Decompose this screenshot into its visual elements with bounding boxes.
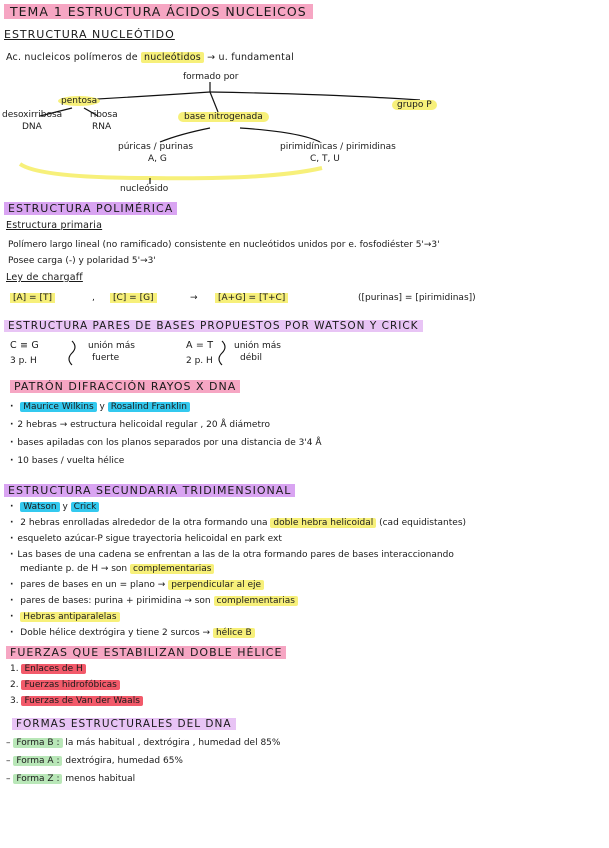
wilkins-highlight: Maurice Wilkins (20, 402, 96, 412)
estructura-primaria-sub: Estructura primaria (6, 220, 103, 231)
eq-comma: , (92, 293, 95, 303)
secundaria-b5-pre: pares de bases: purina + pirimidina → son (20, 596, 211, 606)
secundaria-bullet-4 (10, 580, 264, 590)
secundaria-bullet-7 (10, 628, 255, 638)
nucleotide-line-text-post: → u. fundamental (207, 52, 294, 63)
secundaria-bullet-5 (10, 596, 298, 606)
at-note2: débil (240, 353, 262, 363)
secundaria-b1-pre: 2 hebras enrolladas alrededor de la otra formando una (20, 518, 268, 528)
forma-z-label: Forma Z : (13, 774, 62, 784)
ctu-label: C, T, U (310, 154, 340, 164)
nucleosido-label: nucleósido (120, 184, 169, 194)
page-title: TEMA 1 ESTRUCTURA ÁCIDOS NUCLEICOS (4, 4, 313, 19)
ag-label: A, G (148, 154, 167, 164)
cg-pair: C ≡ G (10, 340, 39, 351)
doble-hebra-highlight: doble hebra helicoidal (270, 518, 376, 528)
fuerza-3 (10, 696, 143, 706)
section-difraccion-heading: PATRÓN DIFRACCIÓN RAYOS X DNA (10, 380, 240, 393)
pirimidinicas-label: pirimidínicas / pirimidinas (280, 142, 396, 152)
difraccion-bullet-2: · bases apiladas con los planos separados por una distancia de 3'4 Å (10, 438, 322, 448)
section-pares-bases-heading: ESTRUCTURA PARES DE BASES PROPUESTOS POR WATSON Y CRICK (4, 320, 423, 332)
grupo-p-label: grupo P (392, 100, 437, 110)
difraccion-bullet-1: · 2 hebras → estructura helicoidal regular , 20 Å diámetro (10, 420, 270, 430)
forma-b-line: – Forma B : la más habitual , dextrógira , humedad del 85% (6, 738, 281, 748)
ribosa-label: ribosa (90, 110, 118, 120)
secundaria-b1-post: (cad equidistantes) (379, 518, 467, 528)
perpendicular-highlight: perpendicular al eje (168, 580, 264, 590)
primaria-line1: Polímero largo lineal (no ramificado) consistente en nucleótidos unidos por e. fosfodiéster 5'→3' (8, 240, 440, 250)
hidrofobicas-highlight: Fuerzas hidrofóbicas (21, 680, 119, 690)
eq-cg: [C] = [G] (110, 293, 157, 303)
desoxirribosa-label: desoxirribosa (2, 110, 63, 120)
fuerza-1 (10, 664, 86, 674)
at-pair: A = T (186, 340, 214, 351)
section-formas-heading: FORMAS ESTRUCTURALES DEL DNA (12, 718, 236, 730)
rna-label: RNA (92, 122, 112, 132)
forma-b-text: la más habitual , dextrógira , humedad del 85% (65, 738, 281, 748)
eq-arrow: → (190, 293, 198, 303)
secundaria-b7-pre: Doble hélice dextrógira y tiene 2 surcos → (20, 628, 211, 638)
complementarias-highlight-2: complementarias (214, 596, 298, 606)
fuerza-1-number: 1. (10, 664, 19, 674)
section-secundaria-heading: ESTRUCTURA SECUNDARIA TRIDIMENSIONAL (4, 484, 295, 497)
eq-sum: [A+G] = [T+C] (215, 293, 288, 303)
primaria-line2: Posee carga (-) y polaridad 5'→3' (8, 256, 156, 266)
fuerza-3-number: 3. (10, 696, 19, 706)
forma-b-label: Forma B : (13, 738, 62, 748)
difraccion-bullet-3: · 10 bases / vuelta hélice (10, 456, 124, 466)
fuerza-2 (10, 680, 120, 690)
at-hbonds: 2 p. H (186, 356, 213, 366)
van-der-waals-highlight: Fuerzas de Van der Waals (21, 696, 142, 706)
crick-highlight: Crick (71, 502, 100, 512)
ley-chargaff: Ley de chargaff (6, 272, 83, 283)
section-nucleotide-heading: ESTRUCTURA NUCLEÓTIDO (4, 28, 175, 41)
eq-at: [A] = [T] (10, 293, 55, 303)
section-polimerica-heading: ESTRUCTURA POLIMÉRICA (4, 202, 177, 215)
forma-a-text: dextrógira, humedad 65% (65, 756, 183, 766)
complementarias-highlight-1: complementarias (130, 564, 214, 574)
secundaria-bullet-3-cont (20, 564, 214, 574)
secundaria-b3-pre: mediante p. de H → son (20, 564, 128, 574)
antiparalelas-highlight: Hebras antiparalelas (20, 612, 119, 622)
fuerza-2-number: 2. (10, 680, 19, 690)
secundaria-bullet-3: · Las bases de una cadena se enfrentan a las de la otra formando pares de bases interaccionando (10, 550, 454, 560)
secundaria-bullet-6 (10, 612, 120, 622)
base-nitrogenada-label: base nitrogenada (178, 112, 269, 122)
secundaria-b4-pre: pares de bases en un = plano → (20, 580, 166, 590)
dna-label: DNA (22, 122, 42, 132)
forma-a-label: Forma A : (13, 756, 62, 766)
watson-crick-line (10, 502, 99, 512)
secundaria-bullet-2: · esqueleto azúcar-P sigue trayectoria helicoidal en park ext (10, 534, 282, 544)
watson-highlight: Watson (20, 502, 59, 512)
scientists-line (10, 402, 190, 412)
at-note1: unión más (234, 341, 281, 351)
cg-hbonds: 3 p. H (10, 356, 37, 366)
forma-z-line: – Forma Z : menos habitual (6, 774, 136, 784)
secundaria-bullet-1 (10, 518, 466, 528)
nucleotide-line-text: Ac. nucleicos polímeros de (6, 52, 138, 63)
forma-a-line: – Forma A : dextrógira, humedad 65% (6, 756, 183, 766)
forma-z-text: menos habitual (65, 774, 136, 784)
section-fuerzas-heading: FUERZAS QUE ESTABILIZAN DOBLE HÉLICE (6, 646, 286, 659)
scientists-and: y (99, 402, 105, 412)
helice-b-highlight: hélice B (213, 628, 255, 638)
eq-purinas-pirimidinas: ([purinas] = [pirimidinas]) (358, 293, 476, 303)
nucleotidos-highlight: nucleótidos (141, 52, 204, 63)
puricas-label: púricas / purinas (118, 142, 194, 152)
nucleotide-line (6, 52, 294, 63)
pentosa-label: pentosa (58, 96, 100, 106)
enlaces-h-highlight: Enlaces de H (21, 664, 85, 674)
cg-note2: fuerte (92, 353, 120, 363)
cg-note1: unión más (88, 341, 135, 351)
formado-por: formado por (183, 72, 239, 82)
franklin-highlight: Rosalind Franklin (108, 402, 190, 412)
watson-crick-and: y (62, 502, 68, 512)
